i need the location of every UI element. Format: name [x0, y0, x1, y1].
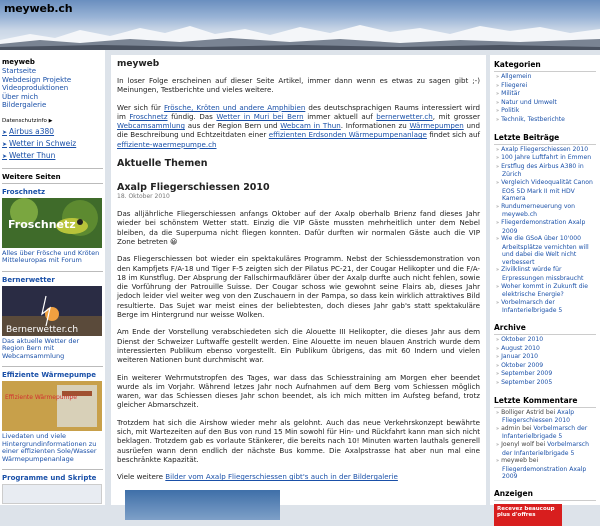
link-wetter-thun-label: Wetter Thun: [9, 150, 56, 160]
waermepumpe-image[interactable]: [2, 381, 102, 431]
gallery-paragraph: [117, 472, 480, 481]
bullet-icon: »: [496, 362, 500, 369]
kategorie-item[interactable]: [494, 90, 596, 99]
article-paragraph: Am Ende der Vorstellung verabschiedeten sich die Alouette III Helikopter, die dieses Jahr aus dem Dienst der Schweizer Luftwaffe gestellt werden. Eine Alouette im neuen blauen Anstrich wurde dem interessierten Publikum ebenso vorgestellt. Ein Publikum übrigens, das mit 60 Indern und vielen weiteren Nationen bunt durchmischt war.: [117, 327, 480, 365]
link-erdsonden[interactable]: effizienten Erdsonden Wärmepumpenanlage: [268, 130, 427, 140]
text: Viele weitere: [117, 472, 166, 482]
beitrag-item[interactable]: [494, 235, 596, 266]
kommentare-heading: Letzte Kommentare: [494, 395, 578, 405]
promo-waermepumpe-title[interactable]: Effiziente Wärmepumpe: [2, 371, 97, 379]
text: Wer sich für: [117, 102, 164, 112]
kommentar-author: meyweb bei: [501, 457, 539, 465]
nav-about[interactable]: Über mich: [2, 92, 39, 101]
bullet-icon: »: [496, 116, 500, 123]
bullet-icon: »: [496, 163, 500, 170]
bullet-icon: »: [496, 337, 500, 344]
archive-label: Oktober 2009: [501, 361, 544, 369]
kategorie-label: Politik: [501, 107, 520, 115]
archive-label: September 2009: [501, 370, 553, 378]
kategorie-item[interactable]: [494, 107, 596, 116]
archive-item[interactable]: [494, 336, 596, 345]
text: immer aktuell auf: [303, 111, 377, 121]
kategorie-item[interactable]: [494, 116, 596, 125]
beitraege-heading: Letzte Beiträge: [494, 132, 560, 142]
article-paragraph: Ein weiterer Wehrmutstropfen des Tages, war dass das Schiesstraining am Morgen eher beendet wurde als im Vorjahr. Während letzes Jahr noch Aufnahmen auf dem Berg vom Schiessen möglich waren, war das Schiessen dieses Jahr schon beendet, als ich mich mitten im Aufsteg befand, trotz gleicher Abmarschzeit.: [117, 372, 480, 410]
arrow-icon: ➤: [2, 140, 8, 148]
link-effiziente-waermepumpe[interactable]: effiziente-waermepumpe.ch: [117, 139, 217, 149]
bullet-icon: »: [496, 267, 500, 274]
bullet-icon: »: [496, 74, 500, 80]
text: fündig. Das: [167, 111, 217, 121]
link-bernerwetter[interactable]: bernerwetter.ch: [376, 111, 433, 121]
kategorie-item[interactable]: [494, 82, 596, 91]
divider: [2, 469, 103, 470]
bullet-icon: »: [496, 354, 500, 361]
kommentar-link[interactable]: Vorbelmarsch der Infanterielbrigade 5: [502, 424, 588, 441]
kommentar-item: [494, 425, 596, 441]
article-paragraph: Das Fliegerschiessen bot wieder ein spektakuläres Programm. Nebst der Schiessdemonstration von den Kampfjets F/A-18 und Tiger F-5 zeigten sich der Pilatus PC-21, der Cougar Helikopter und die F/A-18 im Kunstflug. Der Absprung der Fallschirmaufklärer über der Axalp durfte auch nicht fehlen, sowie die Vorführung der Patrouille Suisse. Der Cougar schoss wie gewohnt seine Flairs ab, dieses Jahr jedoch leider viel weiter weg von den Zuschauern in der Pampa, so dass kein wirklich attraktives Bild resultierte. Das Sujet war meist eines der beliebtesten, doch dieses Jahr gab's statt spektakuläre Berge im Hintergrund nur weisse Wolken.: [117, 254, 480, 320]
link-wetter-schweiz-label: Wetter in Schweiz: [9, 138, 77, 148]
beitrag-item[interactable]: [494, 283, 596, 299]
bullet-icon: »: [496, 236, 500, 243]
arrow-icon: ➤: [2, 128, 8, 136]
beitrag-label: Zivilklinst würde für Erpressungen missbraucht: [501, 266, 584, 283]
kategorie-label: Fliegerei: [501, 81, 528, 89]
beitrag-label: Vorbelmarsch der Infanterielbrigade 5: [501, 298, 563, 315]
bullet-icon: »: [496, 380, 500, 386]
archive-label: August 2010: [501, 344, 540, 352]
text: . Informationen zu: [340, 121, 410, 131]
beitrag-item[interactable]: [494, 219, 596, 235]
arrow-icon: ➤: [2, 152, 8, 160]
promo-bernerwetter-title[interactable]: Bernerwetter: [2, 275, 55, 284]
bullet-icon: »: [496, 219, 500, 226]
bullet-icon: »: [496, 82, 500, 89]
article-date: 18. Oktober 2010: [117, 193, 170, 201]
play-icon: ▶: [48, 117, 53, 124]
beitrag-label: Axalp Fliegerschiessen 2010: [501, 145, 589, 153]
divider: [2, 183, 103, 184]
link-webcam-thun[interactable]: Webcam in Thun: [280, 121, 341, 131]
programme-image[interactable]: [2, 484, 102, 504]
article-paragraph: Das alljährliche Fliegerschiessen anfangs Oktober auf der Axalp oberhalb Brienz fand dieses Jahr wieder bei schönstem Wetter statt. Einzig die VIP Gäste mussten mehrheitlich unter dem Nebel bleiben, da die Superpuma nicht fliegen konnten. Dafür durften wir normalen Gäste auch die VIP Zone betreten 😀: [117, 209, 480, 246]
left-sidebar: [0, 50, 105, 505]
link-amphibien[interactable]: Frösche, Kröten und andere Amphibien: [163, 102, 306, 112]
bullet-icon: »: [496, 371, 500, 378]
kommentar-link[interactable]: Fliegerdemonstration Axalp 2009: [502, 465, 587, 481]
intro-links-paragraph: [117, 103, 480, 149]
promo-froschnetz-desc[interactable]: Alles über Frösche und Kröten Mitteleuropas mit Forum: [2, 248, 100, 264]
beitrag-item[interactable]: [494, 179, 596, 203]
kommentar-link[interactable]: Axalp Fliegerschiessen 2010: [502, 408, 575, 425]
sidebar-heading: meyweb: [2, 58, 35, 66]
archive-list: [494, 334, 596, 388]
kommentar-author: admin bei: [501, 424, 534, 432]
bullet-icon: »: [496, 425, 500, 432]
bullet-icon: »: [496, 345, 500, 352]
bullet-icon: »: [496, 91, 500, 98]
froschnetz-logo-text: Froschnetz: [8, 217, 76, 231]
bullet-icon: »: [496, 155, 500, 162]
kategorie-label: Technik, Testberichte: [501, 115, 565, 123]
promo-programme-title[interactable]: Programme und Skripte: [2, 474, 97, 482]
article-photo[interactable]: [125, 490, 280, 520]
waermepumpe-logo-text: Effiziente Wärmepumpe: [5, 394, 77, 401]
kommentare-list: [494, 407, 596, 481]
beitrag-item[interactable]: [494, 163, 596, 179]
froschnetz-image[interactable]: [2, 198, 102, 248]
archive-label: September 2005: [501, 379, 553, 386]
promo-froschnetz-title[interactable]: Froschnetz: [2, 187, 46, 196]
kategorie-label: Allgemein: [501, 73, 532, 80]
archive-item[interactable]: [494, 345, 596, 354]
privacy-label: Datenschutzinfo: [2, 117, 47, 124]
kategorie-label: Natur und Umwelt: [501, 98, 557, 106]
nav-gallery[interactable]: Bildergalerie: [2, 101, 47, 109]
archive-label: Januar 2010: [501, 353, 539, 361]
right-sidebar: [490, 55, 600, 518]
link-airbus-label: Airbus a380: [9, 126, 55, 136]
link-wetter-thun[interactable]: [2, 150, 103, 162]
kommentar-item: [494, 409, 596, 425]
kategorien-heading: Kategorien: [494, 60, 541, 69]
kommentar-author: Bolliger Astrid bei: [501, 408, 558, 416]
site-title[interactable]: meyweb.ch: [4, 2, 73, 15]
beitrag-label: Fliegerdemonstration Axalp 2009: [501, 218, 586, 235]
bullet-icon: »: [496, 299, 500, 306]
beitrag-label: Wie die GSoA über 10'000 Arbeitsplätze vernichten will und dabei die Welt nicht verbessert: [501, 235, 589, 266]
archive-item[interactable]: [494, 379, 596, 388]
archive-item[interactable]: [494, 353, 596, 362]
anzeigen-box: [494, 500, 596, 526]
anzeigen-heading: Anzeigen: [494, 488, 533, 498]
kommentar-item: [494, 441, 596, 457]
bernerwetter-logo-text: Bernerwetter.ch: [6, 324, 79, 335]
main-content: [111, 55, 486, 505]
promo-waermepumpe-desc[interactable]: Livedaten und viele Hintergrundinformationen zu einer effizienten Sole/Wasser Wärmepumpenanlage: [2, 432, 97, 463]
archive-label: Oktober 2010: [501, 336, 544, 344]
kommentar-link[interactable]: Vorbelmarsch der Infanterielbrigade 5: [502, 440, 589, 457]
text: des deutschsprachigen Raums interessiert wird im: [117, 102, 480, 121]
article-paragraph: Trotzdem hat sich die Airshow wieder mehr als gelohnt. Auch das neue Verkehrskonzept bewährte sich, mit Wartezeiten auf den Bus von rund 15 Min sowohl für Hin- und Rückfahrt kann man sich nicht beklagen. Trotzdem gab es vorlaute Stänkerer, die bereits nach 10! Minuten warten lauthals generell ausrüefen wann denn endlich der nächste Bus komme. Die Axalpstrasse hat aber nun mal eine beschränkte Kapazität.: [117, 417, 480, 464]
divider: [2, 366, 103, 367]
main-heading: meyweb: [117, 59, 160, 69]
weitere-seiten-heading: Weitere Seiten: [2, 172, 61, 181]
bullet-icon: »: [496, 458, 500, 465]
link-froschnetz[interactable]: Froschnetz: [129, 111, 168, 121]
beitrag-item[interactable]: [494, 146, 596, 155]
beitrag-label: Vergleich Videoqualität Canon EOS 5D Mark II mit HDV Kamera: [501, 178, 593, 203]
link-airbus[interactable]: [2, 126, 103, 138]
bernerwetter-image[interactable]: [2, 286, 102, 336]
header-banner: [0, 0, 600, 50]
divider: [2, 271, 103, 272]
archive-item[interactable]: [494, 370, 596, 379]
kommentar-item: [494, 457, 596, 481]
bullet-icon: »: [496, 203, 500, 210]
article-title[interactable]: Axalp Fliegerschiessen 2010: [117, 182, 270, 194]
link-gallery[interactable]: Bilder vom Axalp Fliegerschiessen gibt's auch in der Bildergalerie: [165, 472, 398, 482]
kommentar-author: Joenyl wolf bei: [501, 440, 548, 448]
link-wetter-schweiz[interactable]: [2, 138, 103, 150]
beitrag-item[interactable]: [494, 203, 596, 219]
bullet-icon: »: [496, 409, 500, 416]
text: findet sich auf: [426, 130, 481, 140]
beitrag-label: Woher kommt in Zukunft die elektrische Energie?: [501, 282, 589, 299]
bullet-icon: »: [496, 283, 500, 290]
beitrag-label: 100 Jahre Luftfahrt in Emmen: [501, 154, 592, 162]
kategorien-list: [494, 71, 596, 125]
bullet-icon: »: [496, 99, 500, 106]
section-heading: Aktuelle Themen: [117, 158, 208, 170]
nav-webdesign[interactable]: Webdesign Projekte: [2, 75, 72, 84]
link-wetter-muri[interactable]: Wetter in Muri bei Bern: [216, 111, 304, 121]
divider: [2, 168, 103, 169]
archive-item[interactable]: [494, 362, 596, 371]
archive-heading: Archive: [494, 323, 526, 333]
kategorie-item[interactable]: [494, 73, 596, 82]
bullet-icon: »: [496, 146, 500, 153]
bullet-icon: »: [496, 179, 500, 186]
beitrag-item[interactable]: [494, 266, 596, 282]
beitrag-label: Erstflug des Airbus A380 in Zürich: [501, 162, 584, 179]
beitrag-item[interactable]: [494, 299, 596, 315]
link-waermepumpen[interactable]: Wärmepumpen: [409, 121, 464, 131]
text: aus der Region Bern und: [184, 121, 281, 131]
nav-video[interactable]: Videoproduktionen: [2, 84, 69, 92]
link-webcamsammlung[interactable]: Webcamsammlung: [117, 121, 185, 131]
beitrag-item[interactable]: [494, 154, 596, 163]
promo-bernerwetter-desc[interactable]: Das aktuelle Wetter der Region Bern mit Webcamsammlung: [2, 336, 80, 360]
nav-startseite[interactable]: Startseite: [2, 67, 37, 75]
beitrag-label: Rundumerneuerung von meyweb.ch: [501, 202, 576, 219]
beitraege-list: [494, 144, 596, 315]
kategorie-item[interactable]: [494, 99, 596, 108]
ad-banner[interactable]: Recevez beaucoup plus d'offres: [494, 504, 562, 526]
intro-paragraph: In loser Folge erscheinen auf dieser Seite Artikel, immer dann wenn es etwas zu sagen gibt ;-) Meinungen, Testberichte und vieles weitere.: [117, 76, 480, 95]
privacy-info[interactable]: [2, 118, 103, 124]
mountain-panorama: [0, 0, 600, 50]
bullet-icon: »: [496, 441, 500, 448]
text: , mit grosser: [432, 111, 480, 121]
kategorie-label: Militär: [501, 90, 521, 98]
bullet-icon: »: [496, 108, 500, 115]
text: und die Beschreibung und Echtzeitdaten einer: [117, 121, 481, 140]
main-nav: [2, 67, 103, 110]
